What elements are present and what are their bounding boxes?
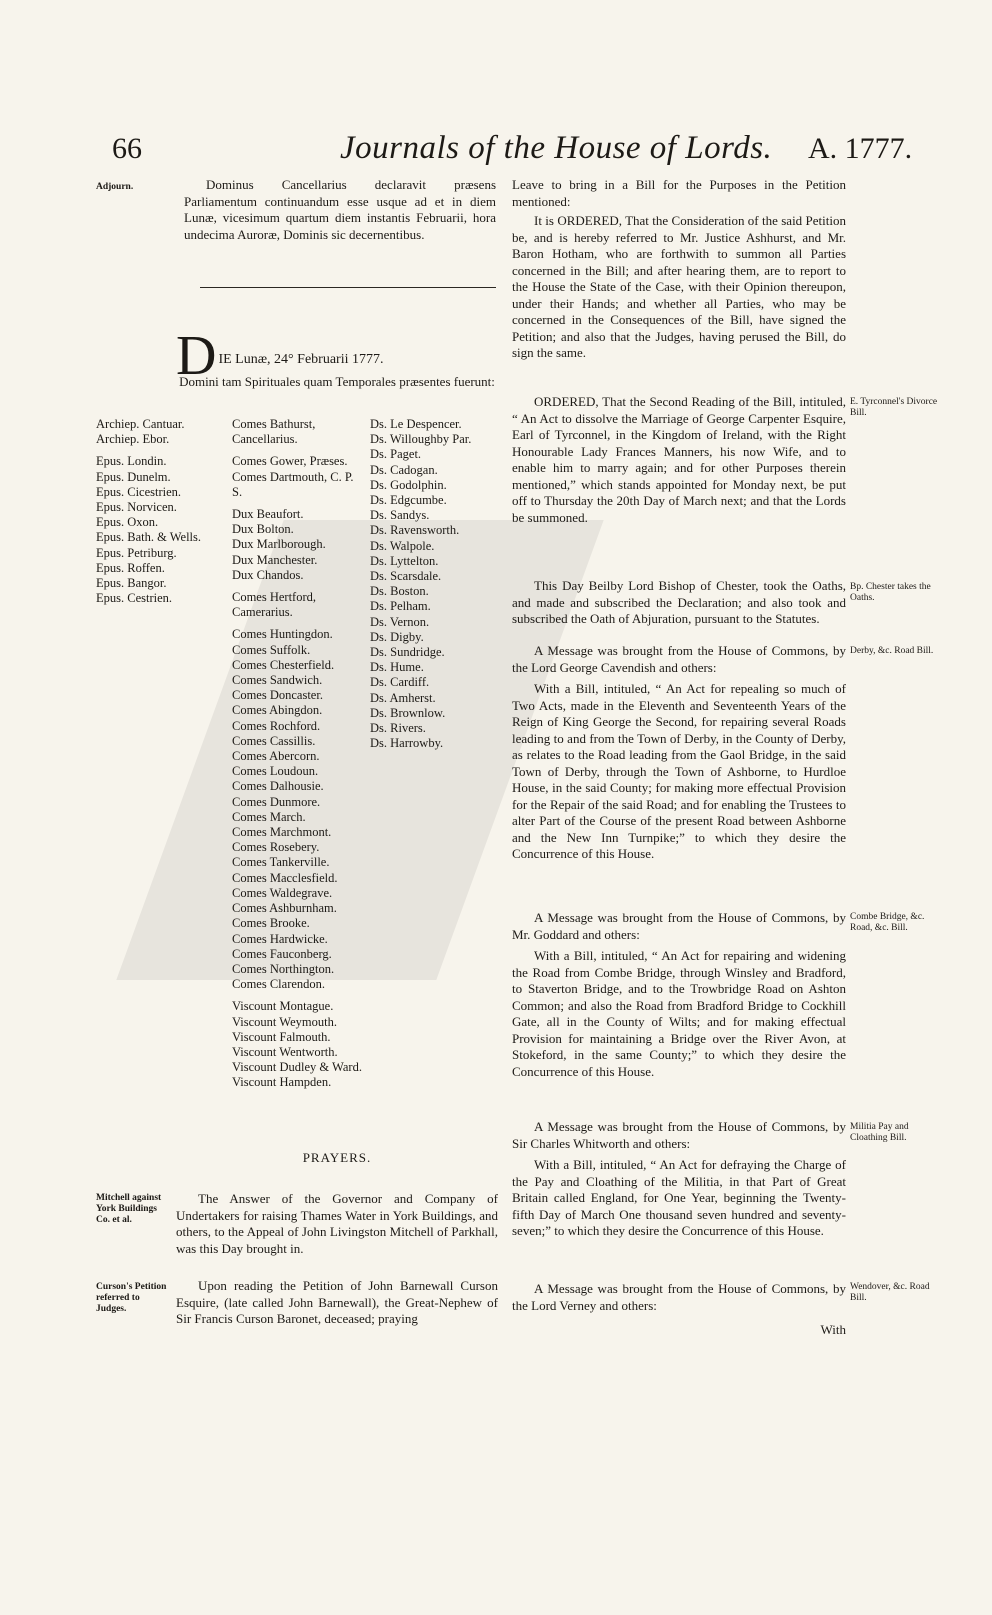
right-para-6: With a Bill, intituled, “ An Act for repealing so much of Two Acts, made in the Eleventh and Seventeenth Years of the Reign of King George the Second, for repairing several Roads leading to and from the Town of Derby, in the County of Derby, as relates to the Road leading from the Gaol Bridge, in the said Town of Derby, through the Town of Ashborne, to Hurdloe House, in the said County; for making more effectual Provision for the Repair of the said Road; and for enabling the Trustees to alter Part of the Course of the present Road between Ashborne and the New Inn Turnpike;” to which they desire the Concurrence of this House. xyxy=(512,681,846,861)
lord-name: Comes Brooke. xyxy=(232,916,310,931)
lord-name: Archiep. Cantuar. xyxy=(96,417,185,431)
lord-name: Epus. Oxon. xyxy=(96,515,159,530)
lord-name: Comes Clarendon. xyxy=(232,977,326,992)
right-para-8: With a Bill, intituled, “ An Act for repairing and widening the Road from Combe Bridge, through Winsley and Bradford, to Staverton Bridge, and to the Trowbridge Road on Ashton Common; and also the Road from Bradford Bridge to Cockhill Gate, all in the County of Wilts; and for making effectual Provision for maintaining a Bridge over the River Avon, at Stokeford, in the same County;” to which they desire the Concurrence of this House. xyxy=(512,948,846,1079)
lord-name: Comes Dartmouth, C. P. S. xyxy=(232,469,354,499)
lord-name: Ds. Cardiff. xyxy=(370,675,430,690)
margin-note-curson: Curson's Petition referred to Judges. xyxy=(96,1282,167,1314)
lord-name: Viscount Dudley & Ward. xyxy=(232,1060,362,1075)
lord-name: Comes Huntingdon. xyxy=(232,627,333,642)
list-gap xyxy=(232,500,366,507)
adjourn-text: Dominus Cancellarius declaravit præsens Parliamentum continuandum esse usque ad et in diem Lunæ, vicesimum quartum diem instantis Februarii, hora undecima Auroræ, Dominis sic decernentibus. xyxy=(184,177,496,242)
lord-name: Dux Manchester. xyxy=(232,552,318,567)
lord-name: Comes Hardwicke. xyxy=(232,931,328,946)
prayers-heading: PRAYERS. xyxy=(302,1150,372,1165)
lord-name: Viscount Weymouth. xyxy=(232,1014,337,1029)
lord-name: Comes Suffolk. xyxy=(232,642,311,657)
drop-cap: D xyxy=(176,325,217,387)
lord-name: Comes Ashburnham. xyxy=(232,901,337,916)
lord-name: Comes Fauconberg. xyxy=(232,946,332,961)
lord-name: Comes Waldegrave. xyxy=(232,885,333,900)
mitchell-text: The Answer of the Governor and Company of Undertakers for raising Thames Water in York Buildings, and others, to the Appeal of John Livingston Mitchell of Parkhall, was this Day brought in. xyxy=(176,1191,498,1256)
lord-name: Comes Tankerville. xyxy=(232,855,330,870)
lord-name: Comes Abingdon. xyxy=(232,703,323,718)
date-text: IE Lunæ, 24° Februarii 1777. xyxy=(218,352,384,367)
lord-name: Epus. Petriburg. xyxy=(96,545,177,560)
lords-list-spiritual xyxy=(96,417,226,606)
lords-list-barons xyxy=(370,417,500,751)
right-para-4: This Day Beilby Lord Bishop of Chester, took the Oaths, and made and subscribed the Declaration; and also took and subscribed the Oath of Abjuration, pursuant to the Statutes. xyxy=(512,578,846,626)
lord-name: Viscount Falmouth. xyxy=(232,1029,331,1044)
lord-name: Ds. Cadogan. xyxy=(370,462,438,477)
lord-name: Archiep. Ebor. xyxy=(96,432,170,447)
margin-note-chester: Bp. Chester takes the Oaths. xyxy=(850,582,931,603)
journal-year: A. 1777. xyxy=(808,132,913,165)
list-gap xyxy=(232,583,366,590)
lord-name: Ds. Harrowby. xyxy=(370,736,444,751)
lord-name: Ds. Paget. xyxy=(370,447,422,462)
lord-name: Ds. Digby. xyxy=(370,629,424,644)
lord-name: Ds. Walpole. xyxy=(370,538,435,553)
lord-name: Viscount Montague. xyxy=(232,999,334,1014)
right-para-5: A Message was brought from the House of Commons, by the Lord George Cavendish and others: xyxy=(512,643,846,675)
margin-note-derby: Derby, &c. Road Bill. xyxy=(850,646,934,656)
lord-name: Comes Abercorn. xyxy=(232,749,320,764)
lord-name: Comes Hertford, Camerarius. xyxy=(232,590,317,620)
lord-name: Dux Chandos. xyxy=(232,567,304,582)
lord-name: Ds. Brownlow. xyxy=(370,705,446,720)
lord-name: Ds. Rivers. xyxy=(370,721,426,736)
margin-note-militia: Militia Pay and Cloathing Bill. xyxy=(850,1122,909,1143)
list-gap xyxy=(232,620,366,627)
list-gap xyxy=(232,992,366,999)
lord-name: Ds. Boston. xyxy=(370,584,429,599)
lord-name: Comes Dunmore. xyxy=(232,794,321,809)
right-para-1: Leave to bring in a Bill for the Purposes in the Petition mentioned: xyxy=(512,177,846,209)
lord-name: Epus. Norvicen. xyxy=(96,500,177,515)
catchword: With xyxy=(820,1322,846,1337)
lord-name: Ds. Lyttelton. xyxy=(370,553,439,568)
lord-name: Ds. Hume. xyxy=(370,660,424,675)
lord-name: Comes Northington. xyxy=(232,961,335,976)
lord-name: Ds. Godolphin. xyxy=(370,477,447,492)
lord-name: Ds. Scarsdale. xyxy=(370,569,442,584)
margin-note-wendover: Wendover, &c. Road Bill. xyxy=(850,1282,930,1303)
lord-name: Viscount Wentworth. xyxy=(232,1044,338,1059)
lord-name: Comes Macclesfield. xyxy=(232,870,338,885)
lord-name: Ds. Amherst. xyxy=(370,690,436,705)
lord-name: Dux Marlborough. xyxy=(232,537,326,552)
lord-name: Comes Gower, Præses. xyxy=(232,454,348,469)
lord-name: Comes Rosebery. xyxy=(232,840,320,855)
lord-name: Ds. Willoughby Par. xyxy=(370,432,472,447)
lord-name: Ds. Sundridge. xyxy=(370,645,445,660)
lord-name: Epus. Cestrien. xyxy=(96,591,173,606)
lord-name: Epus. Dunelm. xyxy=(96,469,171,484)
lord-name: Epus. Bath. & Wells. xyxy=(96,530,202,545)
lord-name: Epus. Bangor. xyxy=(96,576,167,591)
lord-name: Comes Loudoun. xyxy=(232,764,319,779)
right-para-9: A Message was brought from the House of Commons, by Sir Charles Whitworth and others: xyxy=(512,1119,846,1151)
lord-name: Comes Chesterfield. xyxy=(232,657,335,672)
lord-name: Ds. Le Despencer. xyxy=(370,417,462,431)
lord-name: Comes Bathurst, Cancellarius. xyxy=(232,417,316,447)
lord-name: Comes Sandwich. xyxy=(232,673,323,688)
lord-name: Comes Doncaster. xyxy=(232,688,323,703)
lord-name: Epus. Cicestrien. xyxy=(96,484,182,499)
right-para-7: A Message was brought from the House of Commons, by Mr. Goddard and others: xyxy=(512,910,846,942)
page-number: 66 xyxy=(112,132,142,165)
margin-note-combe: Combe Bridge, &c. Road, &c. Bill. xyxy=(850,912,925,933)
margin-note-tyrconnel: E. Tyrconnel's Divorce Bill. xyxy=(850,397,938,418)
lord-name: Comes Cassillis. xyxy=(232,733,316,748)
right-para-11: A Message was brought from the House of Commons, by the Lord Verney and others: xyxy=(512,1281,846,1313)
margin-note-adjourn: Adjourn. xyxy=(96,182,134,192)
lord-name: Ds. Sandys. xyxy=(370,508,430,523)
right-para-10: With a Bill, intituled, “ An Act for defraying the Charge of the Pay and Cloathing of the Militia, in that Part of Great Britain called England, for One Year, beginning the Twenty-fifth Day of March One thousand seven hundred and seventy-seven;” to which they desire the Concurrence of this House. xyxy=(512,1157,846,1238)
lord-name: Comes Rochford. xyxy=(232,718,321,733)
curson-text: Upon reading the Petition of John Barnewall Curson Esquire, (late called John Barnewall), the Great-Nephew of Sir Francis Curson Baronet, deceased; praying xyxy=(176,1278,498,1326)
journal-title: Journals of the House of Lords. xyxy=(340,130,773,166)
lord-name: Comes March. xyxy=(232,809,306,824)
lord-name: Epus. Roffen. xyxy=(96,560,165,575)
domini-heading: Domini tam Spirituales quam Temporales præsentes fuerunt: xyxy=(179,374,495,389)
lord-name: Ds. Edgcumbe. xyxy=(370,493,447,508)
lord-name: Comes Marchmont. xyxy=(232,825,332,840)
right-para-2: It is ORDERED, That the Consideration of the said Petition be, and is hereby referred to Mr. Justice Ashhurst, and Mr. Baron Hotham, who are forthwith to summon all Parties concerned in the Bill; and after hearing them, are to report to the House the State of the Case, with their Opinion thereupon, under their Hands; and whether all Parties, who may be concerned in the Consequences of the Bill, have signed the Petition; and also that the Judges, having perused the Bill, do sign the same. xyxy=(512,213,846,360)
lord-name: Viscount Hampden. xyxy=(232,1075,332,1090)
right-para-3: ORDERED, That the Second Reading of the Bill, intituled, “ An Act to dissolve the Marriage of George Carpenter Esquire, Earl of Tyrconnel, in the Kingdom of Ireland, with the Right Honourable Lady Frances Manners, his now Wife, and to enable him to marry again; and for other Purposes therein mentioned,” which stands appointed for Monday next, be put off to Thursday the 20th Day of March next; and that the Lords be summoned. xyxy=(512,394,846,525)
lord-name: Ds. Ravensworth. xyxy=(370,523,460,538)
lord-name: Ds. Vernon. xyxy=(370,614,430,629)
rule-1 xyxy=(200,287,496,288)
lord-name: Dux Beaufort. xyxy=(232,507,304,522)
margin-note-mitchell: Mitchell against York Buildings Co. et al. xyxy=(96,1193,162,1225)
lord-name: Dux Bolton. xyxy=(232,522,294,537)
lord-name: Epus. Londin. xyxy=(96,454,167,469)
lord-name: Comes Dalhousie. xyxy=(232,779,324,794)
list-gap xyxy=(96,447,226,454)
list-gap xyxy=(232,447,366,454)
lords-list-temporal xyxy=(232,417,366,1091)
lord-name: Ds. Pelham. xyxy=(370,599,431,614)
